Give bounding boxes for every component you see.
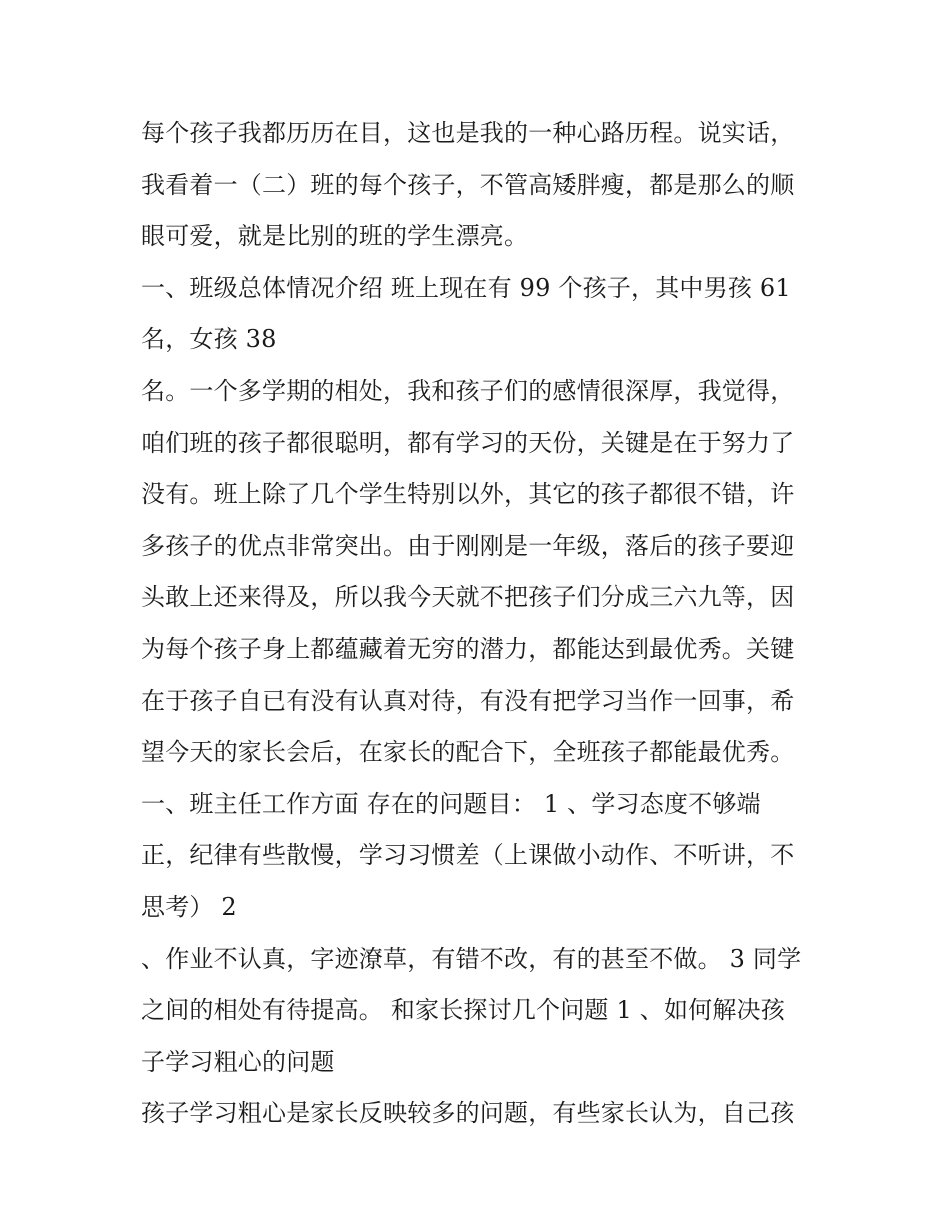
text-line: 孩子学习粗心是家长反映较多的问题，有些家长认为，自己孩	[141, 1099, 795, 1128]
text-line: 为每个孩子身上都蕴藏着无穷的潜力，都能达到最优秀。关键	[141, 634, 795, 663]
section-heading-line: 一、班级总体情况介绍 班上现在有 99 个孩子，其中男孩 61	[141, 273, 791, 302]
text-line: 名。一个多学期的相处，我和孩子们的感情很深厚，我觉得，	[141, 376, 795, 405]
text-line: 头敢上还来得及，所以我今天就不把孩子们分成三六九等，因	[141, 583, 795, 612]
text-line: 之间的相处有待提高。 和家长探讨几个问题 1 、如何解决孩	[141, 996, 785, 1025]
text-line: 正，纪律有些散慢，学习习惯差（上课做小动作、不听讲，不	[141, 841, 795, 870]
text-line: 思考） 2	[141, 892, 237, 921]
text-line: 多孩子的优点非常突出。由于刚刚是一年级，落后的孩子要迎	[141, 531, 795, 560]
text-line: 望今天的家长会后，在家长的配合下，全班孩子都能最优秀。	[141, 738, 795, 767]
section-heading-line: 一、班主任工作方面 存在的问题目： 1 、学习态度不够端	[141, 789, 761, 818]
text-line: 咱们班的孩子都很聪明，都有学习的天份，关键是在于努力了	[141, 428, 795, 457]
text-line: 我看着一（二）班的每个孩子，不管高矮胖瘦，都是那么的顺	[141, 170, 795, 199]
text-line: 、作业不认真，字迹潦草，有错不改，有的甚至不做。 3 同学	[141, 944, 802, 973]
text-line: 眼可爱，就是比别的班的学生漂亮。	[141, 222, 529, 251]
text-line: 名，女孩 38	[141, 325, 277, 354]
text-line: 在于孩子自已有没有认真对待，有没有把学习当作一回事，希	[141, 686, 795, 715]
text-line: 每个孩子我都历历在目，这也是我的一种心路历程。说实话，	[141, 119, 795, 147]
subheading-line: 子学习粗心的问题	[141, 1047, 335, 1076]
text-line: 没有。班上除了几个学生特别以外，其它的孩子都很不错，许	[141, 480, 795, 509]
document-body	[141, 108, 821, 1140]
